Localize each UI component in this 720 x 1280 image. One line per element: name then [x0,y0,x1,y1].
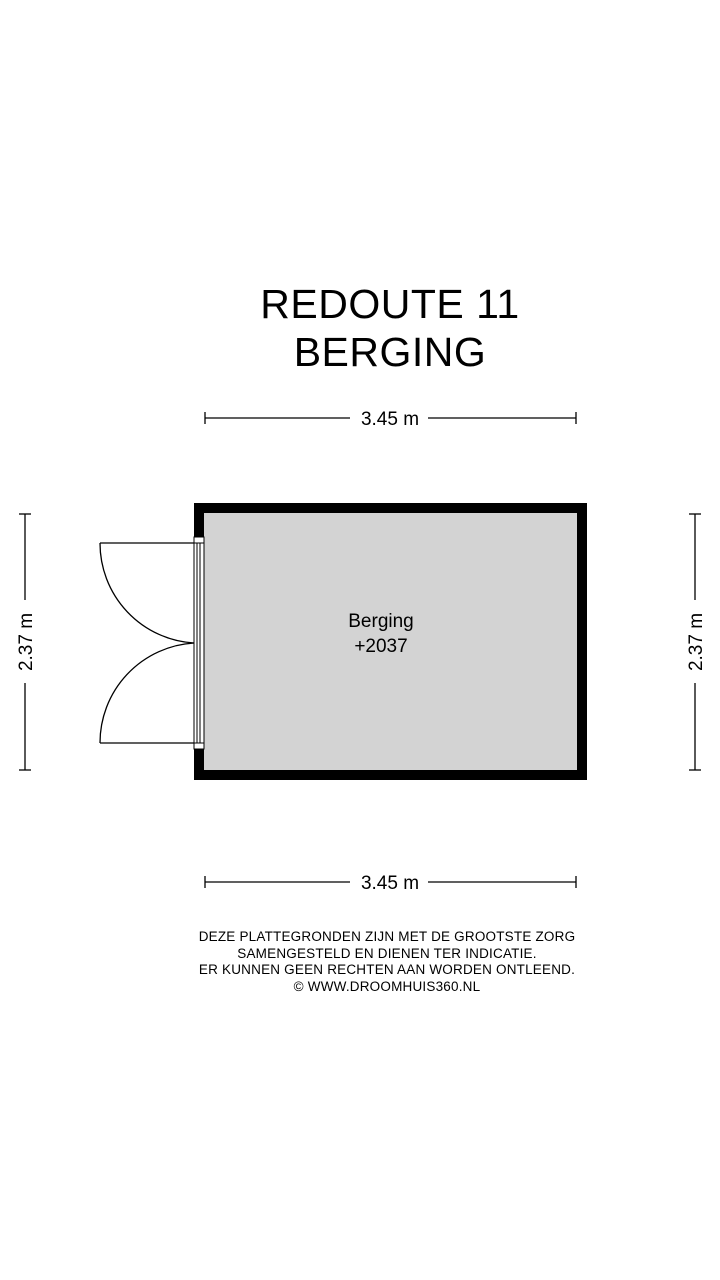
plan-title: REDOUTE 11 [260,281,520,327]
dimension-top [205,409,576,430]
dimension-bottom [205,873,576,894]
disclaimer-line: SAMENGESTELD EN DIENEN TER INDICATIE. [237,945,537,961]
disclaimer [0,929,720,995]
dimension-right-label: 2.37 m [686,612,707,672]
double-door [100,543,194,743]
door-jamb-bottom [194,743,204,749]
door-jamb-top [194,537,204,543]
dimension-bottom-label: 3.45 m [360,873,420,894]
dimension-left-label: 2.37 m [16,612,37,672]
disclaimer-line: DEZE PLATTEGRONDEN ZIJN MET DE GROOTSTE ZORG [198,929,576,944]
room-berging [100,503,587,780]
door-opening [194,543,204,743]
door-swing-bottom [100,643,194,743]
room-name: Berging [348,611,414,632]
room-level: +2037 [354,636,408,657]
disclaimer-line: ER KUNNEN GEEN RECHTEN AAN WORDEN ONTLEEND. [198,962,576,977]
dimension-left [16,514,37,770]
dimension-right [686,514,707,770]
plan-subtitle: BERGING [293,329,487,375]
door-swing-top [100,543,194,643]
copyright-line: © WWW.DROOMHUIS360.NL [293,978,481,994]
dimension-top-label: 3.45 m [360,409,420,430]
